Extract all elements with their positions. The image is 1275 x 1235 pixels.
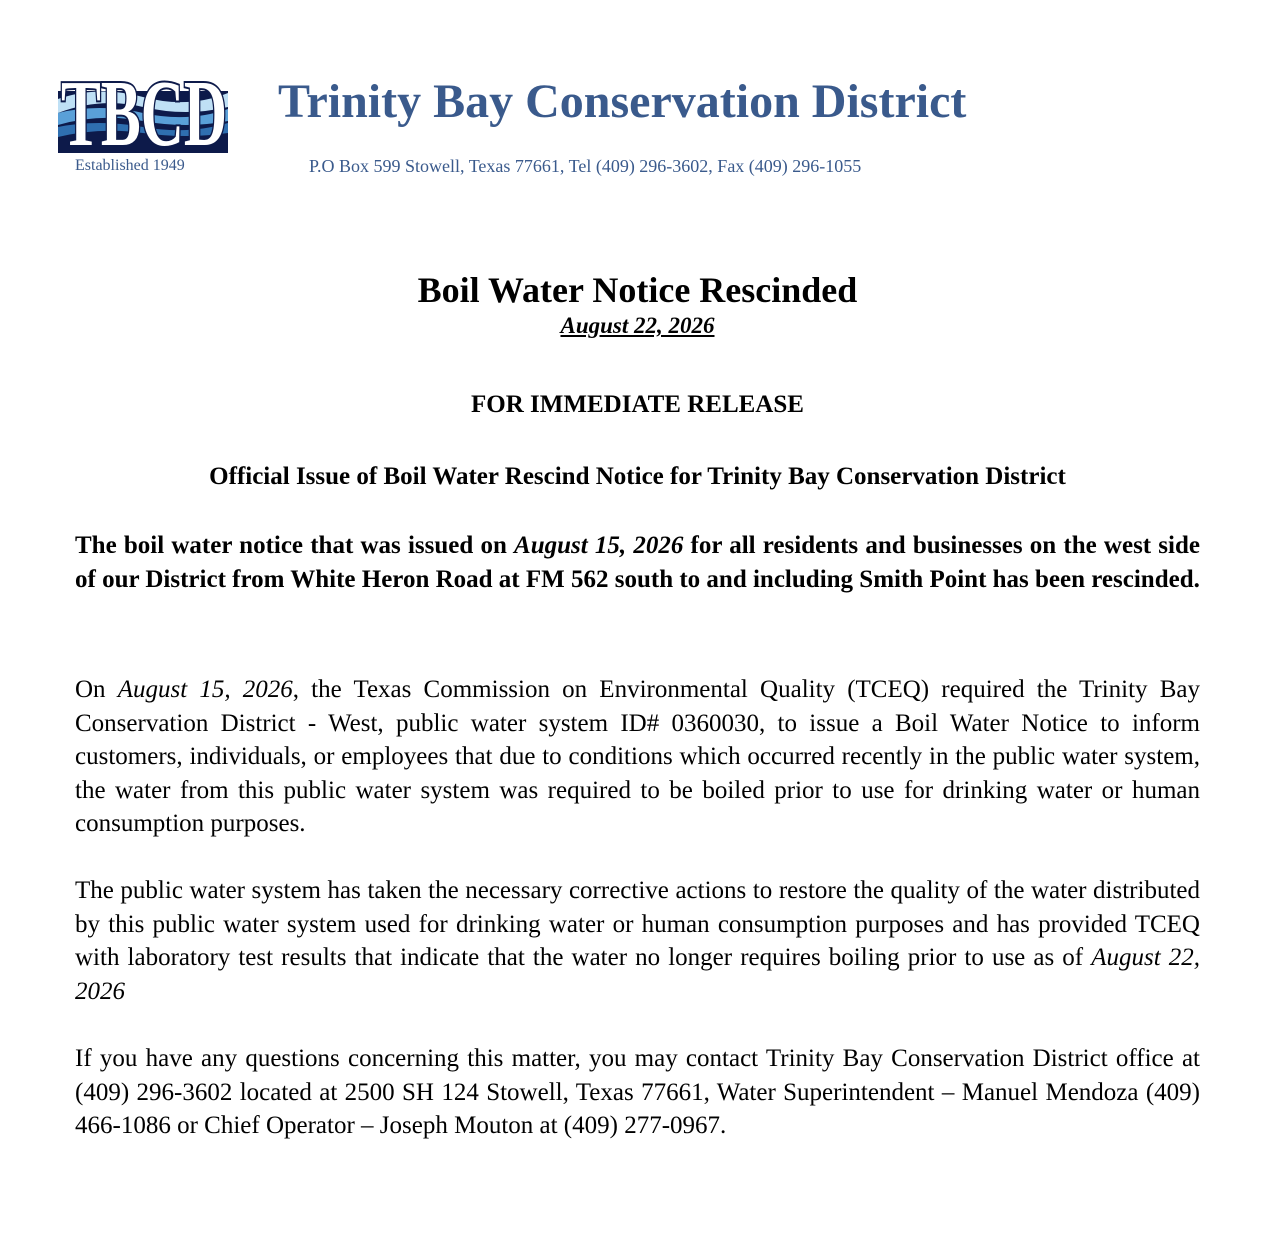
summary-text-end: for all residents and businesses on the west side of our District from White Heron Road at FM 562 south to and including Smith Point has been rescinded. [75, 532, 1200, 593]
contact-info: P.O Box 599 Stowell, Texas 77661, Tel (409) 296-3602, Fax (409) 296-1055 [309, 156, 862, 176]
organization-name: Trinity Bay Conservation District [278, 75, 967, 128]
tbcd-logo [58, 33, 230, 155]
paragraph2-text: The public water system has taken the necessary corrective actions to restore the quality of the water distributed by this public water system used for drinking water or human consumption purposes and has provided TCEQ with laboratory test results that indicate that the water no longer requires boiling prior to use as of [75, 877, 1200, 971]
paragraph2-date: August 22, 2026 [75, 944, 1200, 1005]
notice-subtitle: Official Issue of Boil Water Rescind Notice for Trinity Bay Conservation District [209, 463, 1066, 490]
contact-paragraph: If you have any questions concerning this matter, you may contact Trinity Bay Conservation District office at (409) 296-3602 located at 2500 SH 124 Stowell, Texas 77661, Water Superintendent – Manuel Mendoza (409) 466-1086 or Chief Operator – Joseph Mouton at (409) 277-0967. [75, 1045, 1200, 1139]
tbcd-logo-graphic [58, 33, 230, 155]
summary-paragraph [75, 529, 1200, 596]
corrective-actions-paragraph [75, 874, 1200, 1008]
release-label: FOR IMMEDIATE RELEASE [471, 391, 804, 418]
summary-text-start: The boil water notice that was issued on [75, 532, 515, 559]
tceq-requirement-paragraph [75, 673, 1200, 841]
paragraph1-text-end: , the Texas Commission on Environmental Quality (TCEQ) required the Trinity Bay Conservation District - West, public water system ID# 0360030, to issue a Boil Water Notice to inform customers, individuals, or employees that due to conditions which occurred recently in the public water system, the water from this public water system was required to be boiled prior to use for drinking water or human consumption purposes. [75, 676, 1200, 837]
established-year: Established 1949 [75, 157, 185, 174]
notice-title: Boil Water Notice Rescinded [417, 270, 858, 310]
logo-lettering: TBCD [61, 62, 227, 155]
notice-date: August 22, 2026 [560, 313, 715, 338]
paragraph1-text-start: On [75, 676, 118, 703]
summary-issue-date: August 15, 2026 [514, 532, 684, 559]
paragraph1-date: August 15, 2026 [117, 676, 293, 703]
